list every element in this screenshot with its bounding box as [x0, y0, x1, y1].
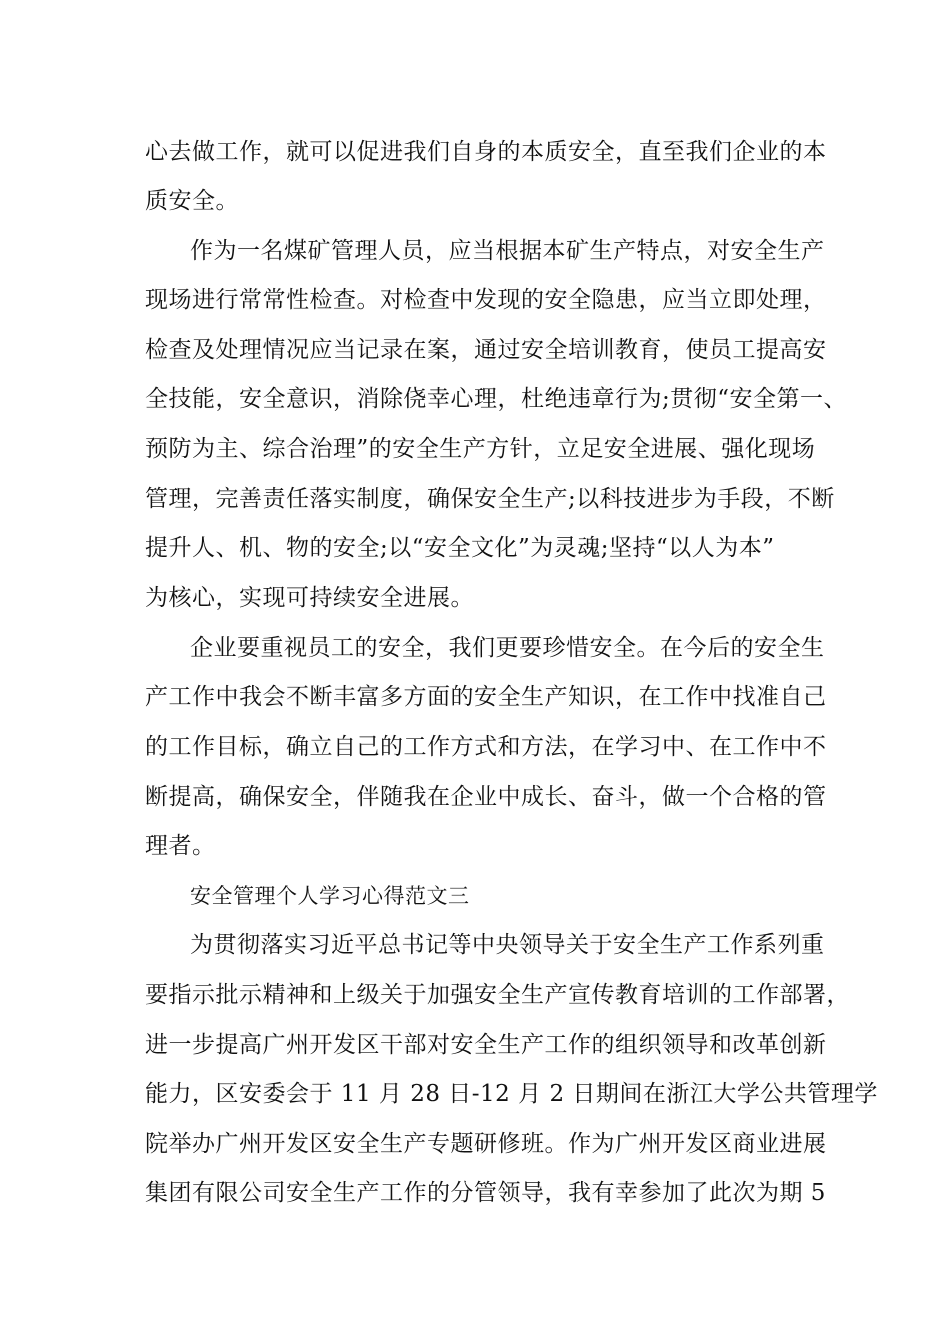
paragraph-line: 提升人、机、物的安全;以“安全文化”为灵魂;坚持“以人为本” — [145, 535, 775, 561]
paragraph-line: 全技能，安全意识，消除侥幸心理，杜绝违章行为;贯彻“安全第一、 — [145, 386, 848, 412]
paragraph-line: 产工作中我会不断丰富多方面的安全生产知识，在工作中找准自己 — [145, 684, 827, 710]
paragraph-line: 心去做工作，就可以促进我们自身的本质安全，直至我们企业的本 — [145, 139, 827, 165]
paragraph-line: 院举办广州开发区安全生产专题研修班。作为广州开发区商业进展 — [145, 1131, 827, 1157]
paragraph-line: 集团有限公司安全生产工作的分管领导，我有幸参加了此次为期 5 — [145, 1180, 826, 1206]
paragraph-line: 为贯彻落实习近平总书记等中央领导关于安全生产工作系列重 — [190, 932, 825, 958]
paragraph-line: 质安全。 — [145, 188, 239, 214]
paragraph-line: 的工作目标，确立自己的工作方式和方法，在学习中、在工作中不 — [145, 734, 827, 760]
paragraph-line: 为核心，实现可持续安全进展。 — [145, 585, 474, 611]
paragraph-line: 企业要重视员工的安全，我们更要珍惜安全。在今后的安全生 — [190, 635, 825, 661]
paragraph-line: 进一步提高广州开发区干部对安全生产工作的组织领导和改革创新 — [145, 1032, 827, 1058]
section-heading: 安全管理个人学习心得范文三 — [190, 884, 470, 908]
paragraph-line: 作为一名煤矿管理人员，应当根据本矿生产特点，对安全生产 — [190, 238, 825, 264]
paragraph-line: 断提高，确保安全，伴随我在企业中成长、奋斗，做一个合格的管 — [145, 784, 827, 810]
paragraph-line: 能力，区安委会于 11 月 28 日-12 月 2 日期间在浙江大学公共管理学 — [145, 1081, 878, 1107]
paragraph-line: 理者。 — [145, 833, 216, 859]
paragraph-line: 要指示批示精神和上级关于加强安全生产宣传教育培训的工作部署， — [145, 982, 850, 1008]
paragraph-line: 现场进行常常性检查。对检查中发现的安全隐患，应当立即处理， — [145, 287, 827, 313]
paragraph-line: 预防为主、综合治理”的安全生产方针，立足安全进展、强化现场 — [145, 436, 816, 462]
paragraph-line: 检查及处理情况应当记录在案，通过安全培训教育，使员工提高安 — [145, 337, 827, 363]
paragraph-line: 管理，完善责任落实制度，确保安全生产;以科技进步为手段，不断 — [145, 486, 835, 512]
